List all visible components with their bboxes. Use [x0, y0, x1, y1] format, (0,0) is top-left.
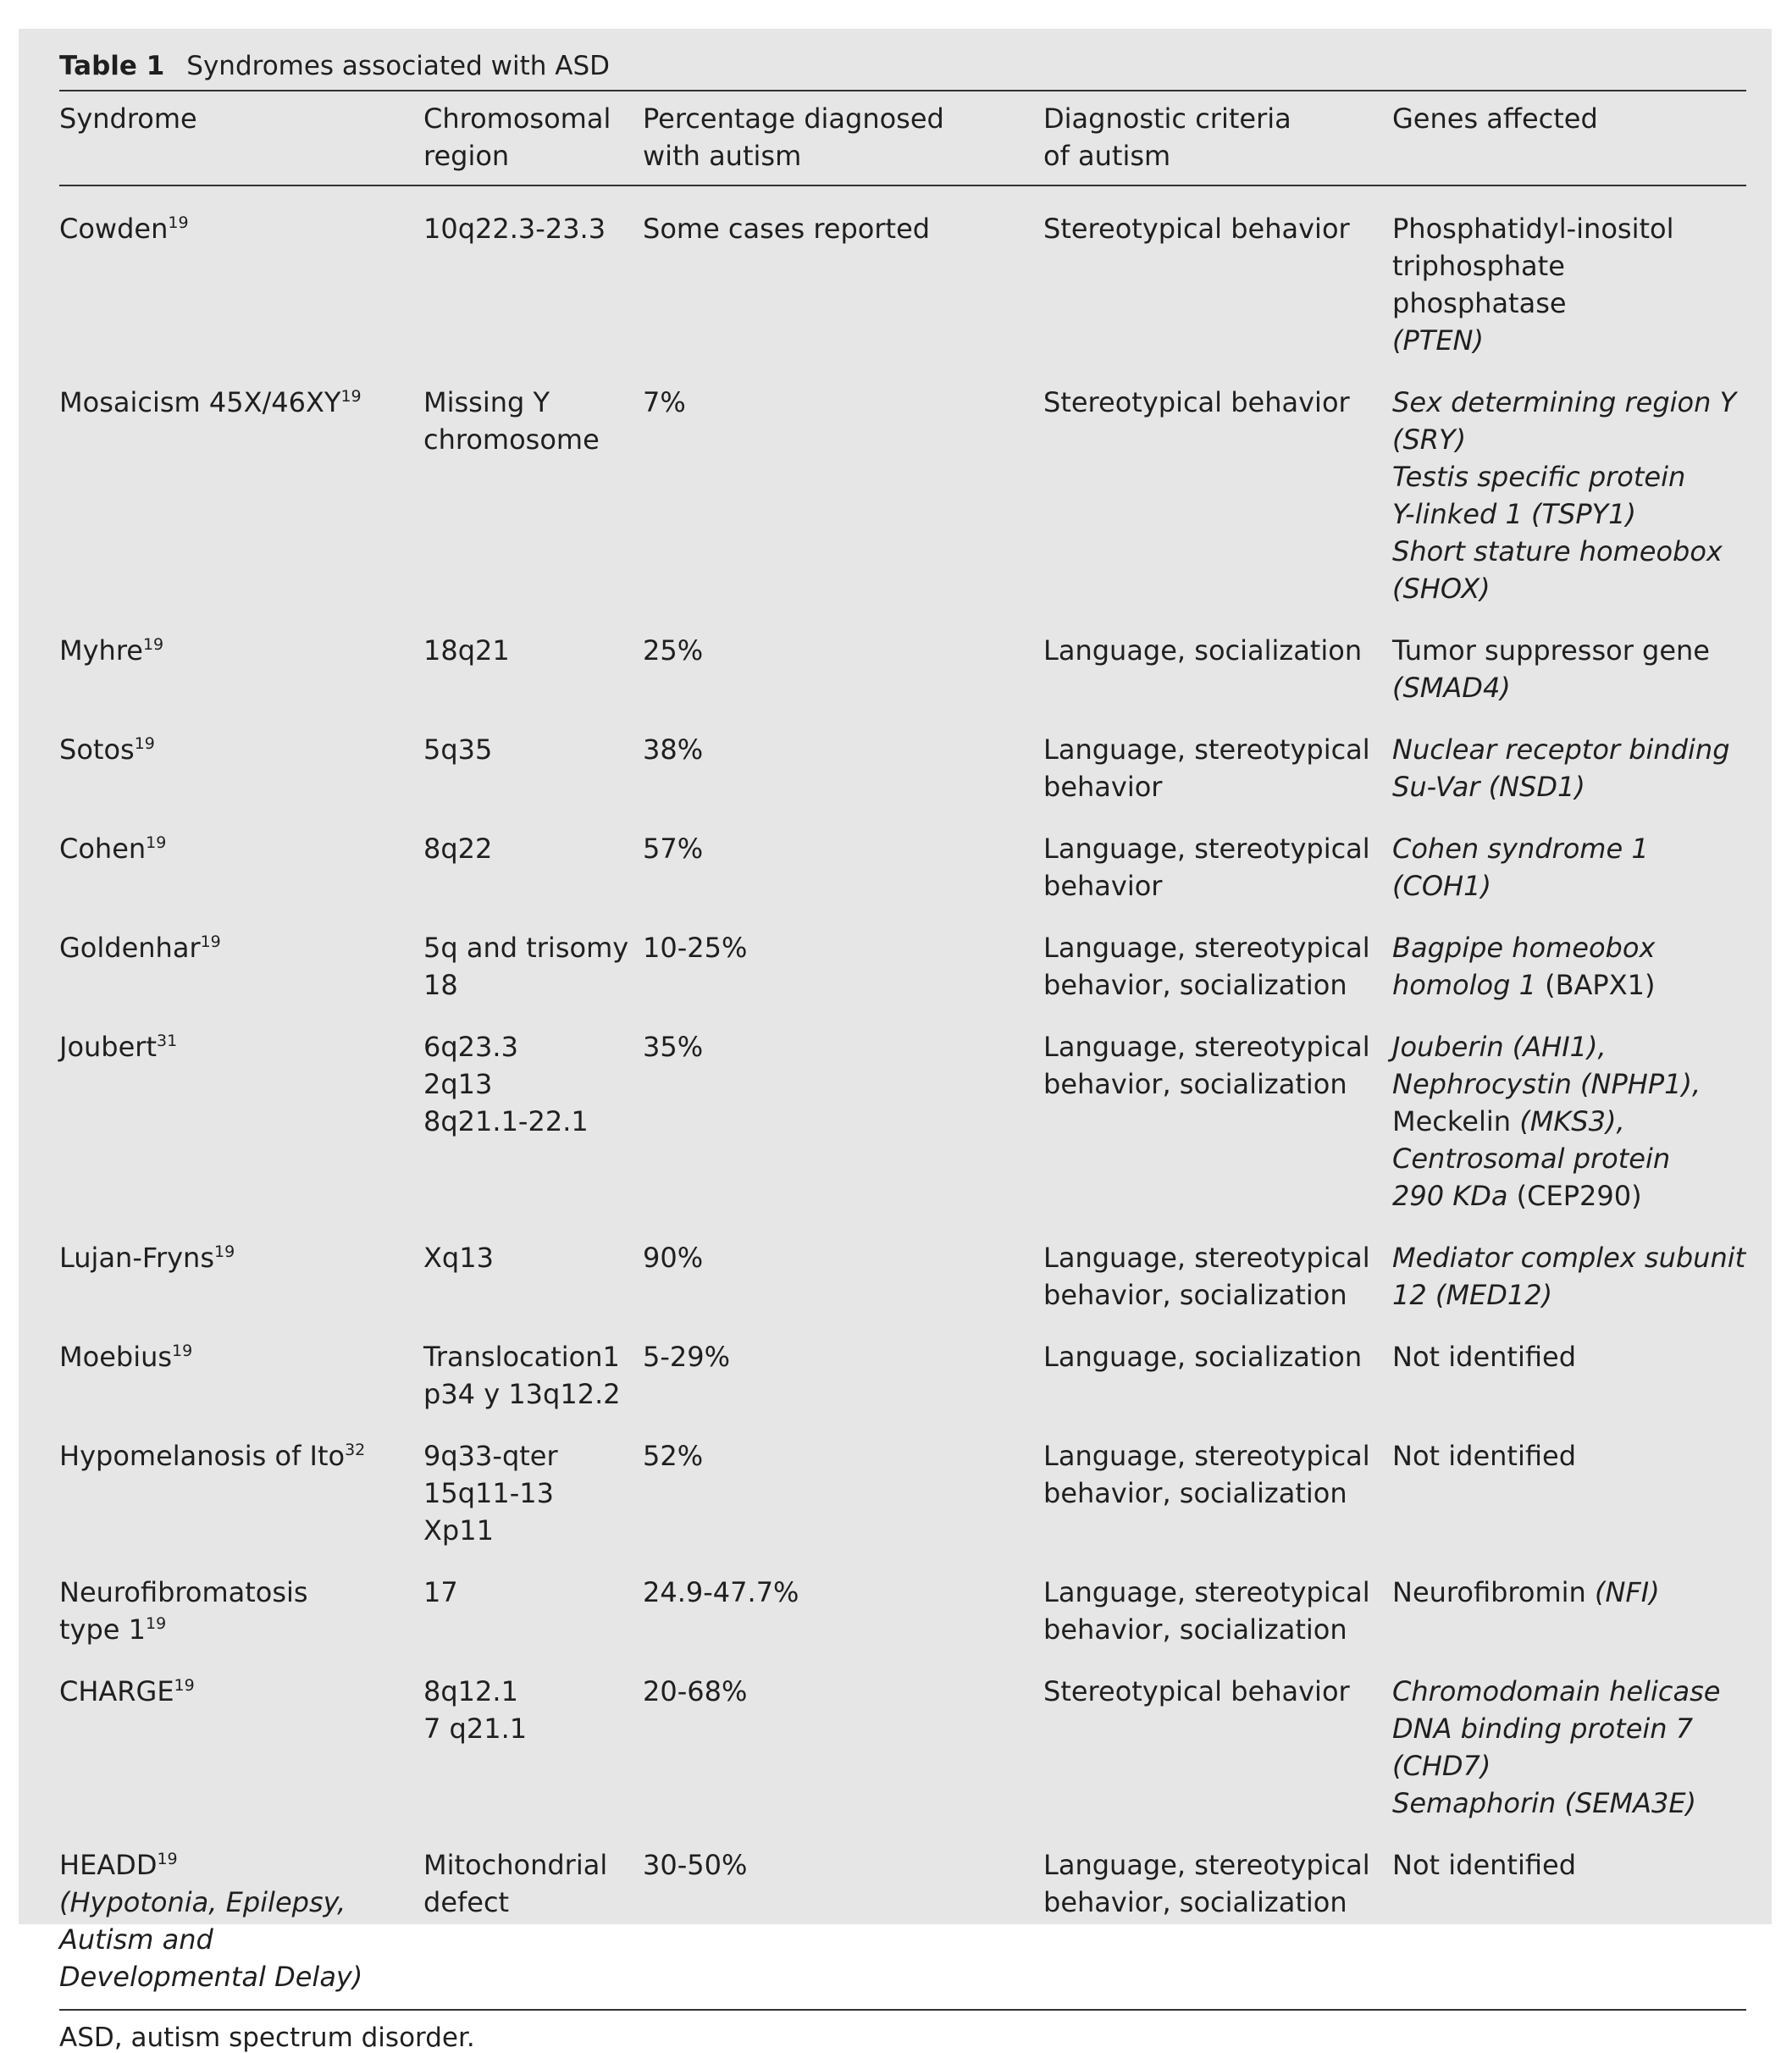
genes-cell: [1392, 1017, 1746, 1228]
syndrome-cell: [59, 1426, 423, 1563]
table-row: [59, 819, 1746, 918]
genes-text: Mediator complex subunit: [1392, 1242, 1746, 1274]
genes-text: Not identified: [1392, 1440, 1576, 1472]
syndrome-line: Joubert$^{31}$: [59, 1031, 178, 1063]
genes-line: [1392, 247, 1746, 322]
genes-text: Meckelin: [1392, 1105, 1520, 1137]
genes-cell: [1392, 185, 1746, 373]
criteria-line: Language, stereotypical: [1043, 833, 1370, 865]
criteria-line: behavior, socialization: [1043, 1279, 1347, 1311]
header-line: with autism: [643, 140, 802, 172]
region-line: 6q23.3: [423, 1031, 518, 1063]
header-diagnostic-criteria: [1043, 91, 1392, 185]
genes-text: Su-Var (NSD1): [1392, 771, 1585, 803]
table-row: [59, 918, 1746, 1017]
genes-text: (CEP290): [1516, 1180, 1642, 1212]
genes-line: [1392, 1338, 1746, 1375]
region-line: 8q21.1-22.1: [423, 1105, 589, 1137]
genes-text: (BAPX1): [1545, 969, 1656, 1001]
criteria-cell: [1043, 720, 1392, 819]
percentage-cell: 24.9-47.7%: [643, 1576, 799, 1608]
genes-text: DNA binding protein 7: [1392, 1713, 1694, 1745]
region-cell: [423, 1835, 643, 2010]
criteria-line: behavior: [1043, 771, 1163, 803]
region-line: 8q22: [423, 833, 493, 865]
table-row: [59, 1835, 1746, 2010]
criteria-cell: [1043, 1327, 1392, 1426]
reference-number: 19: [134, 734, 155, 753]
genes-line: [1392, 210, 1746, 247]
criteria-cell: [1043, 1426, 1392, 1563]
criteria-line: behavior, socialization: [1043, 969, 1347, 1001]
table-row: [59, 1563, 1746, 1662]
syndrome-cell: [59, 1228, 423, 1327]
reference-number: 19: [214, 1242, 235, 1261]
genes-text: (SMAD4): [1392, 672, 1511, 704]
genes-text: Centrosomal protein: [1392, 1143, 1671, 1175]
region-cell: [423, 918, 643, 1017]
reference-number: 19: [200, 932, 221, 951]
region-line: Xp11: [423, 1514, 494, 1547]
genes-text: Sex determining region Y: [1392, 386, 1737, 418]
genes-cell: [1392, 918, 1746, 1017]
genes-text: Not identified: [1392, 1849, 1576, 1881]
genes-text: Chromodomain helicase: [1392, 1675, 1721, 1707]
header-chromosomal-region: [423, 91, 643, 185]
criteria-line: behavior, socialization: [1043, 1613, 1347, 1646]
header-percentage: [643, 91, 1043, 185]
region-line: 8q12.1: [423, 1675, 518, 1707]
criteria-cell: [1043, 185, 1392, 373]
header-row: [59, 91, 1746, 185]
table-caption: Syndromes associated with ASD: [186, 51, 610, 81]
criteria-line: behavior: [1043, 870, 1163, 902]
criteria-cell: [1043, 1662, 1392, 1835]
genes-cell: [1392, 1426, 1746, 1563]
genes-cell: [1392, 1563, 1746, 1662]
table-row: [59, 1426, 1746, 1563]
percentage-cell: 25%: [643, 634, 704, 667]
criteria-line: behavior, socialization: [1043, 1477, 1347, 1509]
header-line: Genes affected: [1392, 102, 1598, 135]
genes-line: [1392, 1276, 1746, 1314]
genes-text: 290 KDa: [1392, 1180, 1517, 1212]
genes-line: [1392, 1028, 1746, 1065]
genes-line: [1392, 1140, 1746, 1177]
syndrome-line: type $1^{19}$: [59, 1613, 167, 1646]
percentage-cell: 10-25%: [643, 932, 748, 964]
region-line: 17: [423, 1576, 458, 1608]
table-row: [59, 1017, 1746, 1228]
genes-line: [1392, 1846, 1746, 1884]
criteria-line: Language, stereotypical: [1043, 733, 1370, 766]
region-line: 5q and trisomy: [423, 932, 629, 964]
genes-text: Not identified: [1392, 1341, 1576, 1373]
percentage-cell: 5-29%: [643, 1341, 731, 1373]
region-line: 18q21: [423, 634, 510, 667]
syndrome-line: Autism and: [59, 1923, 213, 1956]
genes-text: (MKS3),: [1519, 1105, 1625, 1137]
reference-number: 19: [340, 387, 362, 406]
genes-cell: [1392, 720, 1746, 819]
genes-line: [1392, 669, 1746, 706]
table-container: [59, 46, 1746, 2053]
genes-line: [1392, 421, 1746, 458]
criteria-line: Language, stereotypical: [1043, 932, 1370, 964]
reference-number: 32: [345, 1441, 366, 1459]
table-row: [59, 373, 1746, 621]
criteria-line: Language, socialization: [1043, 1341, 1363, 1373]
region-line: Mitochondrial: [423, 1849, 608, 1881]
syndrome-line: Developmental Delay): [59, 1961, 363, 1993]
genes-text: (CHD7): [1392, 1750, 1491, 1782]
genes-cell: [1392, 1327, 1746, 1426]
syndrome-line: Lujan-Fryns$^{19}$: [59, 1242, 235, 1274]
reference-number: 19: [146, 1614, 167, 1633]
genes-text: Jouberin (AHI1),: [1392, 1031, 1607, 1063]
criteria-line: Stereotypical behavior: [1043, 213, 1350, 245]
genes-text: (PTEN): [1392, 324, 1484, 357]
criteria-line: Language, stereotypical: [1043, 1440, 1370, 1472]
region-line: 7 q21.1: [423, 1713, 528, 1745]
genes-line: [1392, 1437, 1746, 1475]
region-line: 9q33-qter: [423, 1440, 558, 1472]
genes-text: Tumor suppressor gene: [1392, 634, 1710, 667]
syndrome-line: Mosaicism 45X/46XY$^{19}$: [59, 386, 362, 418]
criteria-line: Stereotypical behavior: [1043, 386, 1350, 418]
region-line: Missing Y: [423, 386, 550, 418]
syndrome-cell: [59, 373, 423, 621]
genes-text: Neurofibromin: [1392, 1576, 1595, 1608]
syndrome-cell: [59, 1563, 423, 1662]
genes-line: [1392, 632, 1746, 669]
table-row: [59, 1327, 1746, 1426]
syndrome-line: Cohen$^{19}$: [59, 833, 167, 865]
genes-line: [1392, 1239, 1746, 1276]
syndrome-cell: [59, 1835, 423, 2010]
region-line: Translocation1: [423, 1341, 620, 1373]
syndrome-cell: [59, 819, 423, 918]
table-body: [59, 185, 1746, 2010]
syndromes-table: [59, 90, 1746, 2011]
genes-text: Nephrocystin (NPHP1),: [1392, 1068, 1701, 1100]
region-cell: [423, 1017, 643, 1228]
table-title: [59, 46, 1746, 90]
criteria-line: Language, stereotypical: [1043, 1242, 1370, 1274]
header-line: of autism: [1043, 140, 1171, 172]
criteria-cell: [1043, 373, 1392, 621]
reference-number: 19: [142, 635, 164, 654]
table-row: [59, 1228, 1746, 1327]
header-genes: [1392, 91, 1746, 185]
syndrome-line: CHARGE$^{19}$: [59, 1675, 195, 1707]
genes-text: homolog 1: [1392, 969, 1546, 1001]
percentage-cell: 38%: [643, 733, 704, 766]
criteria-cell: [1043, 1563, 1392, 1662]
percentage-cell: 35%: [643, 1031, 704, 1063]
syndrome-line: Moebius$^{19}$: [59, 1341, 193, 1373]
genes-line: [1392, 1747, 1746, 1785]
region-line: Xq13: [423, 1242, 494, 1274]
syndrome-line: Hypomelanosis of Ito$^{32}$: [59, 1440, 366, 1472]
region-cell: [423, 1426, 643, 1563]
genes-cell: [1392, 373, 1746, 621]
percentage-cell: 52%: [643, 1440, 704, 1472]
genes-text: Cohen syndrome 1 (COH1): [1392, 833, 1649, 902]
genes-line: [1392, 458, 1746, 495]
table-row: [59, 621, 1746, 720]
reference-number: 19: [157, 1850, 178, 1868]
criteria-cell: [1043, 1835, 1392, 2010]
region-cell: [423, 1563, 643, 1662]
region-cell: [423, 1228, 643, 1327]
criteria-cell: [1043, 1017, 1392, 1228]
criteria-line: Language, socialization: [1043, 634, 1363, 667]
genes-text: 12 (MED12): [1392, 1279, 1553, 1311]
syndrome-cell: [59, 1017, 423, 1228]
percentage-cell: 90%: [643, 1242, 704, 1274]
genes-text: (SRY): [1392, 423, 1467, 456]
syndrome-line: (Hypotonia, Epilepsy,: [59, 1886, 346, 1918]
criteria-line: behavior, socialization: [1043, 1886, 1347, 1918]
region-line: chromosome: [423, 423, 600, 456]
region-line: p34 y 13q12.2: [423, 1378, 621, 1410]
percentage-cell: 57%: [643, 833, 704, 865]
genes-line: [1392, 768, 1746, 805]
criteria-line: Language, stereotypical: [1043, 1031, 1370, 1063]
percentage-cell: 30-50%: [643, 1849, 748, 1881]
genes-line: [1392, 384, 1746, 421]
syndrome-line: Sotos$^{19}$: [59, 733, 155, 766]
criteria-line: behavior, socialization: [1043, 1068, 1347, 1100]
region-cell: [423, 819, 643, 918]
genes-text: Bagpipe homeobox: [1392, 932, 1656, 964]
criteria-line: Language, stereotypical: [1043, 1576, 1370, 1608]
syndrome-line: HEADD$^{19}$: [59, 1849, 178, 1881]
table-row: [59, 1662, 1746, 1835]
table-panel: [19, 29, 1772, 2053]
region-line: 2q13: [423, 1068, 493, 1100]
criteria-cell: [1043, 819, 1392, 918]
genes-line: [1392, 1103, 1746, 1140]
syndrome-cell: [59, 1327, 423, 1426]
percentage-cell: Some cases reported: [643, 213, 931, 245]
genes-line: [1392, 1065, 1746, 1103]
criteria-line: Stereotypical behavior: [1043, 1675, 1350, 1707]
genes-text: (SHOX): [1392, 573, 1491, 605]
syndrome-cell: [59, 918, 423, 1017]
region-line: 5q35: [423, 733, 493, 766]
syndrome-line: Cowden$^{19}$: [59, 213, 189, 245]
genes-line: [1392, 966, 1746, 1004]
genes-line: [1392, 1673, 1746, 1710]
genes-cell: [1392, 819, 1746, 918]
reference-number: 19: [168, 213, 189, 232]
genes-text: Y-linked 1 (TSPY1): [1392, 498, 1637, 530]
table-row: [59, 185, 1746, 373]
region-line: 10q22.3-23.3: [423, 213, 606, 245]
criteria-cell: [1043, 621, 1392, 720]
genes-text: (NFI): [1594, 1576, 1660, 1608]
header-syndrome: [59, 91, 423, 185]
genes-text: Nuclear receptor binding: [1392, 733, 1730, 766]
table-label: Table 1: [59, 51, 165, 81]
syndrome-cell: [59, 1662, 423, 1835]
region-cell: [423, 1327, 643, 1426]
criteria-cell: [1043, 1228, 1392, 1327]
criteria-cell: [1043, 918, 1392, 1017]
header-line: Chromosomal: [423, 102, 611, 135]
table-footnote: ASD, autism spectrum disorder.: [59, 2023, 475, 2053]
reference-number: 19: [172, 1342, 193, 1360]
genes-line: [1392, 570, 1746, 607]
genes-text: Phosphatidyl-inositol: [1392, 213, 1674, 245]
reference-number: 31: [157, 1032, 178, 1050]
genes-line: [1392, 929, 1746, 966]
reference-number: 19: [174, 1676, 195, 1695]
genes-cell: [1392, 1228, 1746, 1327]
genes-text: Testis specific protein: [1392, 461, 1686, 493]
genes-line: [1392, 731, 1746, 768]
syndrome-line: Myhre$^{19}$: [59, 634, 164, 667]
reference-number: 19: [146, 833, 167, 852]
region-cell: [423, 185, 643, 373]
region-cell: [423, 720, 643, 819]
header-line: Percentage diagnosed: [643, 102, 944, 135]
header-line: Diagnostic criteria: [1043, 102, 1291, 135]
percentage-cell: 7%: [643, 386, 686, 418]
region-cell: [423, 621, 643, 720]
genes-text: Semaphorin (SEMA3E): [1392, 1787, 1697, 1819]
table-row: [59, 720, 1746, 819]
genes-line: [1392, 322, 1746, 359]
region-line: 15q11-13: [423, 1477, 555, 1509]
genes-line: [1392, 533, 1746, 570]
header-line: region: [423, 140, 510, 172]
genes-line: [1392, 1574, 1746, 1611]
genes-line: [1392, 830, 1746, 905]
genes-text: Short stature homeobox: [1392, 535, 1723, 567]
criteria-line: Language, stereotypical: [1043, 1849, 1370, 1881]
region-line: 18: [423, 969, 458, 1001]
syndrome-cell: [59, 621, 423, 720]
genes-line: [1392, 1177, 1746, 1215]
region-cell: [423, 373, 643, 621]
genes-cell: [1392, 1835, 1746, 2010]
percentage-cell: 20-68%: [643, 1675, 748, 1707]
region-line: defect: [423, 1886, 510, 1918]
genes-line: [1392, 495, 1746, 533]
genes-line: [1392, 1710, 1746, 1747]
region-cell: [423, 1662, 643, 1835]
header-line: Syndrome: [59, 102, 197, 135]
genes-cell: [1392, 1662, 1746, 1835]
syndrome-line: Goldenhar$^{19}$: [59, 932, 221, 964]
genes-text: triphosphate phosphatase: [1392, 250, 1567, 319]
syndrome-line: Neurofibromatosis: [59, 1576, 308, 1608]
genes-cell: [1392, 621, 1746, 720]
syndrome-cell: [59, 185, 423, 373]
syndrome-cell: [59, 720, 423, 819]
genes-line: [1392, 1785, 1746, 1822]
